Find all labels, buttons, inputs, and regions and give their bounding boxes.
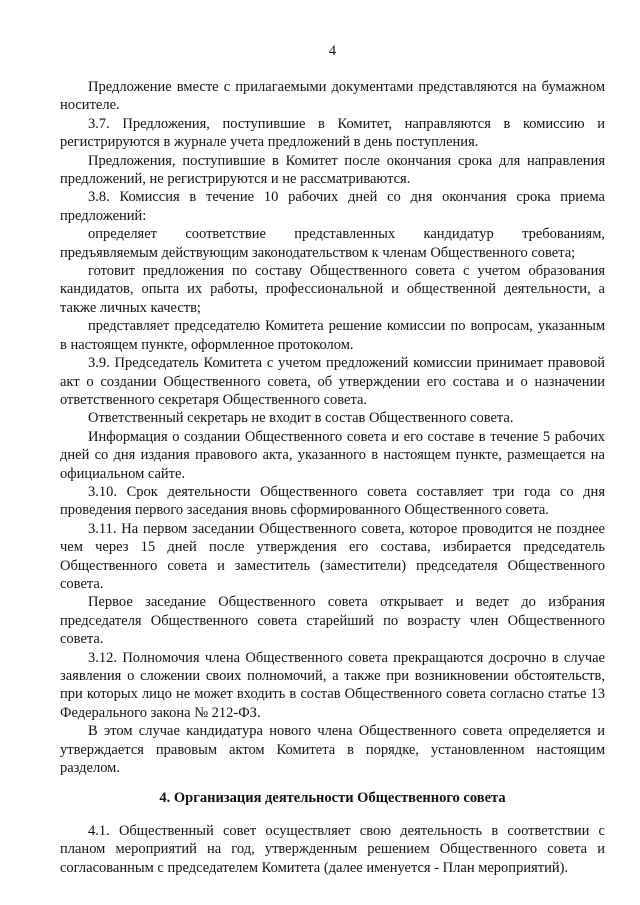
page-number: 4 bbox=[328, 43, 337, 59]
paragraph: Предложения, поступившие в Комитет после окончания срока для направления предложений, не регистрируются и не рассматриваются. bbox=[60, 152, 605, 188]
paragraph: 4.1. Общественный совет осуществляет свою деятельность в соответствии с планом мероприятий на год, утвержденным решением Общественного совета и согласованным с председателем Комитета (далее именуется - План мероприятий). bbox=[60, 822, 605, 876]
paragraph: Информация о создании Общественного совета и его составе в течение 5 рабочих дней со дня издания правового акта, указанного в настоящем пункте, размещается на официальном сайте. bbox=[60, 428, 605, 482]
paragraph: 3.10. Срок деятельности Общественного совета составляет три года со дня проведения первого заседания вновь сформированного Общественного совета. bbox=[60, 483, 605, 519]
document-body bbox=[60, 78, 605, 877]
paragraph: Ответственный секретарь не входит в состав Общественного совета. bbox=[88, 410, 514, 427]
paragraph: 3.7. Предложения, поступившие в Комитет, направляются в комиссию и регистрируются в журнале учета предложений в день поступления. bbox=[60, 115, 605, 151]
paragraph: Первое заседание Общественного совета открывает и ведет до избрания председателя Общественного совета старейший по возрасту член Общественного совета. bbox=[60, 594, 605, 648]
paragraph: представляет председателю Комитета решение комиссии по вопросам, указанным в настоящем пункте, оформленное протоколом. bbox=[60, 318, 605, 353]
paragraph: 3.9. Председатель Комитета с учетом предложений комиссии принимает правовой акт о создании Общественного совета, об утверждении его состава и о назначении ответственного секретаря Общественного совета. bbox=[60, 355, 605, 408]
paragraph: 3.12. Полномочия члена Общественного совета прекращаются досрочно в случае заявления о сложении своих полномочий, а также при возникновении обстоятельств, при которых лицо не может входить в состав Общественного совета согласно статье 13 Федерального закона № 212-ФЗ. bbox=[60, 649, 605, 721]
paragraph: В этом случае кандидатура нового члена Общественного совета определяется и утверждается правовым актом Комитета в порядке, установленном настоящим разделом. bbox=[60, 723, 605, 777]
paragraph: 3.8. Комиссия в течение 10 рабочих дней со дня окончания срока приема предложений: bbox=[60, 189, 605, 224]
paragraph: готовит предложения по составу Общественного совета с учетом образования кандидатов, опыта их работы, профессиональной и общественной деятельности, а также личных качеств; bbox=[60, 263, 605, 316]
paragraph: определяет соответствие представленных кандидатур требованиям, предъявляемым действующим законодательством к членам Общественного совета; bbox=[60, 226, 605, 261]
section-heading: 4. Организация деятельности Общественного совета bbox=[159, 790, 506, 807]
paragraph: 3.11. На первом заседании Общественного совета, которое проводится не позднее чем через 15 дней после утверждения его состава, избирается председатель Общественного совета и заместитель (заместители) председателя Общественного совета. bbox=[60, 520, 605, 592]
paragraph: Предложение вместе с прилагаемыми документами представляются на бумажном носителе. bbox=[60, 79, 605, 114]
